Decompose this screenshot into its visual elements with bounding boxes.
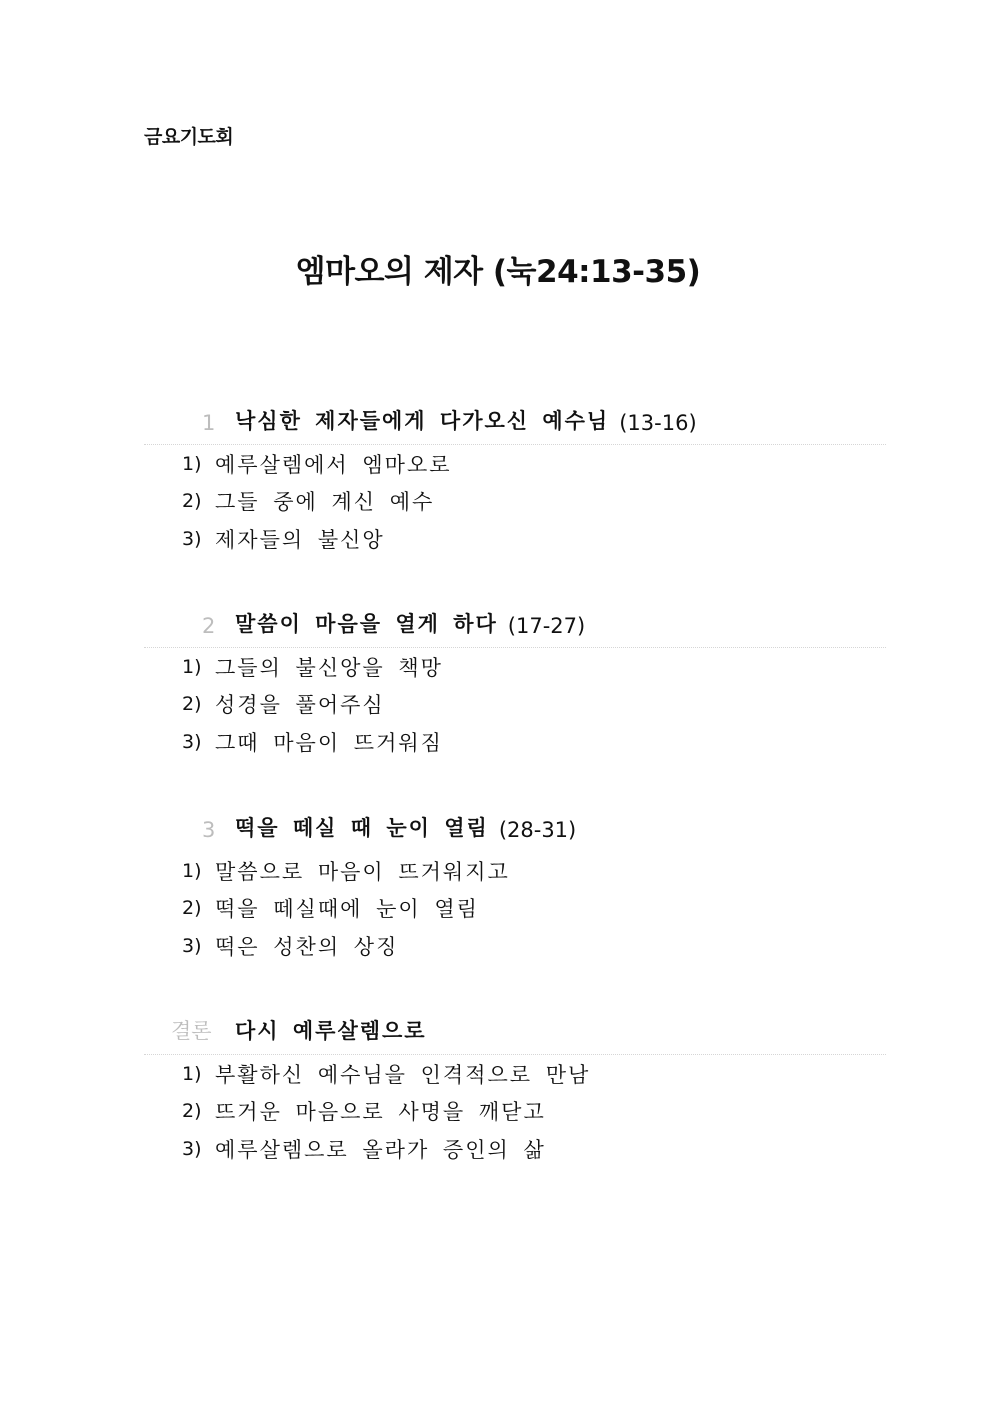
list-item [182, 890, 886, 928]
section-verse-range: (13-16) [619, 411, 697, 435]
list-item-number: 1) [182, 859, 202, 882]
section-item-list [144, 648, 886, 761]
section-number: 1 [202, 411, 216, 435]
section-title: 다시 예루살렘으로 [235, 1019, 427, 1043]
list-item [182, 445, 886, 483]
list-item-number: 3) [182, 934, 202, 957]
list-item-text: 떡은 성찬의 상징 [215, 934, 399, 959]
section-3 [144, 808, 886, 965]
section-heading [144, 808, 886, 852]
list-item [182, 1093, 886, 1131]
section-conclusion [144, 1011, 886, 1168]
list-item-text: 예루살렘으로 올라가 증인의 삶 [215, 1137, 546, 1162]
list-item-text: 떡을 떼실때에 눈이 열림 [215, 897, 479, 922]
section-heading [144, 604, 886, 648]
list-item-number: 2) [182, 693, 202, 716]
section-number: 3 [202, 818, 216, 842]
section-title: 낙심한 제자들에게 다가오신 예수님 [235, 409, 610, 433]
section-title: 떡을 떼실 때 눈이 열림 [235, 816, 489, 840]
section-2 [144, 604, 886, 761]
list-item-number: 3) [182, 730, 202, 753]
list-item [182, 927, 886, 965]
list-item-number: 1) [182, 452, 202, 475]
list-item [182, 520, 886, 558]
page-title: 엠마오의 제자 (눅24:13-35) [295, 254, 701, 290]
list-item-number: 3) [182, 1137, 202, 1160]
list-item-number: 2) [182, 1100, 202, 1123]
list-item-text: 예루살렘에서 엠마오로 [215, 452, 452, 477]
section-item-list [144, 445, 886, 558]
list-item [182, 1055, 886, 1093]
conclusion-label: 결론 [171, 1019, 212, 1043]
list-item-text: 제자들의 불신앙 [215, 527, 385, 552]
list-item [182, 483, 886, 521]
list-item-text: 뜨거운 마음으로 사명을 깨닫고 [215, 1100, 546, 1125]
list-item-number: 2) [182, 897, 202, 920]
list-item [182, 723, 886, 761]
section-verse-range: (17-27) [507, 614, 586, 638]
section-1 [144, 401, 886, 558]
section-number: 2 [202, 614, 216, 638]
section-heading [144, 1011, 886, 1055]
list-item-text: 부활하신 예수님을 인격적으로 만남 [215, 1062, 591, 1087]
list-item [182, 686, 886, 724]
section-heading [144, 401, 886, 445]
list-item-number: 3) [182, 527, 202, 550]
list-item-text: 그들의 불신앙을 책망 [215, 655, 443, 680]
section-item-list [144, 1055, 886, 1168]
section-title: 말씀이 마음을 열게 하다 [235, 612, 498, 636]
list-item [182, 1130, 886, 1168]
list-item-text: 성경을 풀어주심 [215, 693, 385, 718]
list-item-number: 1) [182, 655, 202, 678]
list-item-number: 2) [182, 490, 202, 513]
list-item-text: 그들 중에 계신 예수 [215, 490, 435, 515]
list-item [182, 648, 886, 686]
list-item-text: 그때 마음이 뜨거워짐 [215, 730, 443, 755]
list-item [182, 852, 886, 890]
section-item-list [144, 852, 886, 965]
section-verse-range: (28-31) [498, 818, 577, 842]
list-item-number: 1) [182, 1062, 202, 1085]
header-label: 금요기도회 [144, 126, 234, 148]
list-item-text: 말씀으로 마음이 뜨거워지고 [215, 859, 510, 884]
